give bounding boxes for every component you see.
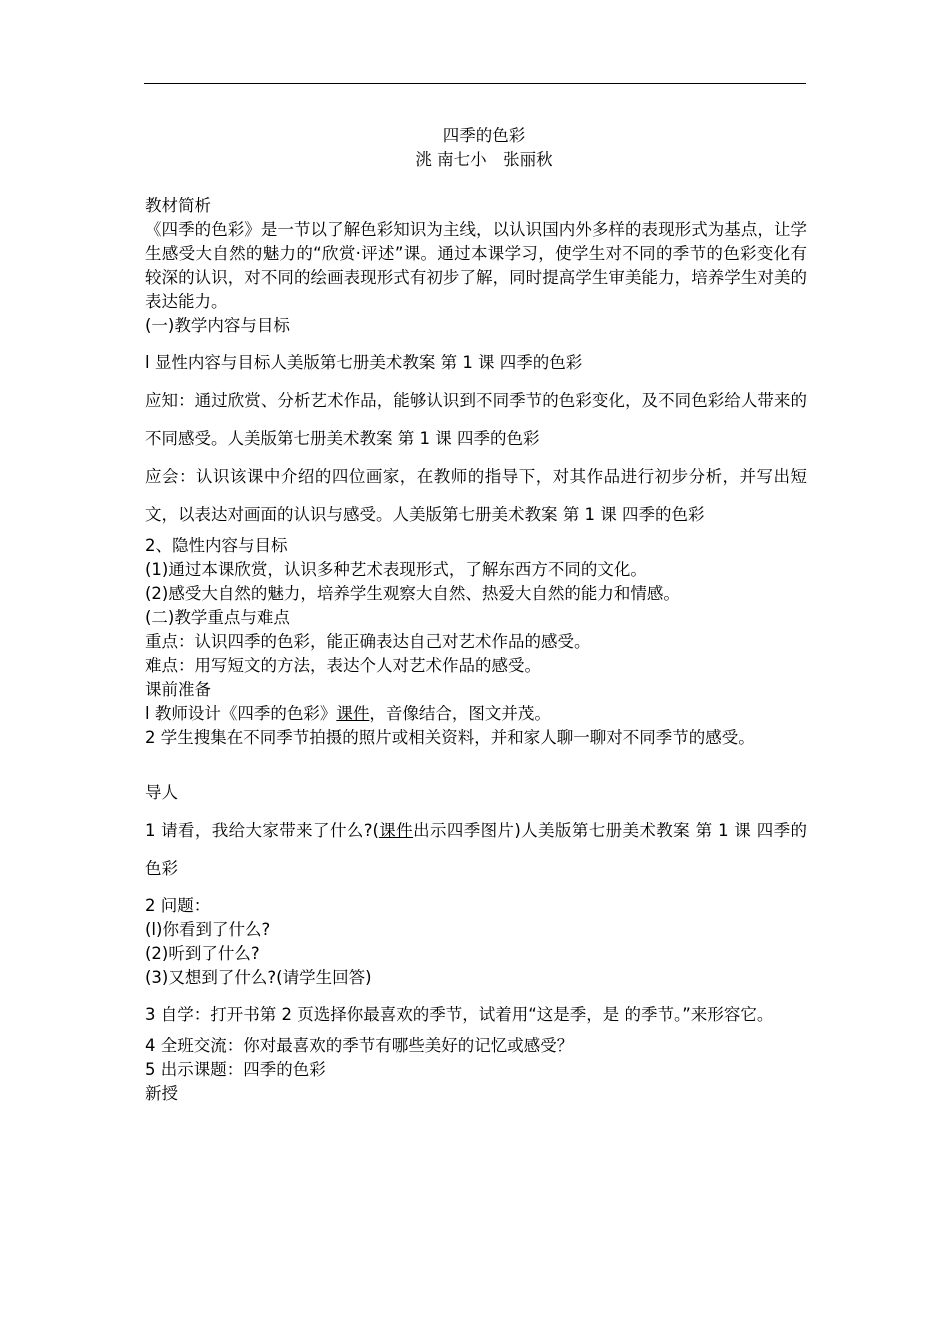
intro-item-1-text-end: 出示四季图片)人美版第七册美术教案 第 1 课 四季的色彩: [145, 821, 808, 878]
focus-hard: 难点：用写短文的方法，表达个人对艺术作品的感受。: [145, 656, 541, 675]
intro-question-1: (l)你看到了什么?: [145, 920, 271, 939]
focus-key: 重点：认识四季的色彩，能正确表达自己对艺术作品的感受。: [145, 632, 591, 651]
document-title: 四季的色彩: [442, 126, 526, 145]
intro-item-1-text: 1 请看，我给大家带来了什么?(: [145, 821, 379, 840]
goals-heading: (一)教学内容与目标: [145, 316, 290, 335]
analysis-body: 《四季的色彩》是一节以了解色彩知识为主线，以认识国内外多样的表现形式为基点，让学生感受大自然的魅力的“欣赏·评述”课。通过本课学习，使学生对不同的季节的色彩变化有较深的认识，对不同的绘画表现形式有初步了解，同时提高学生审美能力，培养学生对美的表达能力。: [145, 220, 807, 311]
intro-question-3: (3)又想到了什么?(请学生回答): [145, 968, 372, 987]
prep-item-2: 2 学生搜集在不同季节拍摄的照片或相关资料，并和家人聊一聊对不同季节的感受。: [145, 728, 755, 747]
intro-heading: 导人: [145, 783, 178, 802]
goal-skill: 应会：认识该课中介绍的四位画家，在教师的指导下，对其作品进行初步分析，并写出短文，以表达对画面的认识与感受。人美版第七册美术教案 第 1 课 四季的色彩: [145, 467, 807, 524]
intro-item-4: 4 全班交流：你对最喜欢的季节有哪些美好的记忆或感受？: [145, 1036, 574, 1055]
intro-question-2: (2)听到了什么?: [145, 944, 260, 963]
intro-item-1: [145, 812, 807, 888]
intro-item-3: 3 自学：打开书第 2 页选择你最喜欢的季节，试着用“这是季，是 的季节。”来形容它。: [145, 1005, 774, 1024]
implicit-item-2: (2)感受大自然的魅力，培养学生观察大自然、热爱大自然的能力和情感。: [145, 584, 680, 603]
intro-courseware-link[interactable]: 课件: [378, 821, 414, 840]
intro-item-5: 5 出示课题：四季的色彩: [145, 1060, 326, 1079]
goal-know: 应知：通过欣赏、分析艺术作品，能够认识到不同季节的色彩变化，及不同色彩给人带来的不同感受。人美版第七册美术教案 第 1 课 四季的色彩: [145, 391, 807, 448]
intro-item-2: 2 问题：: [145, 896, 211, 915]
prep-item-1-text-end: ，音像结合，图文并茂。: [369, 704, 551, 723]
focus-heading: (二)教学重点与难点: [145, 608, 290, 627]
new-heading: 新授: [145, 1084, 178, 1103]
analysis-heading: 教材简析: [145, 196, 211, 215]
prep-item-1: [145, 702, 807, 726]
goal-explicit: l 显性内容与目标人美版第七册美术教案 第 1 课 四季的色彩: [145, 353, 583, 372]
header-rule: [144, 83, 806, 84]
implicit-heading: 2、隐性内容与目标: [145, 536, 288, 555]
document-body: [145, 124, 807, 1106]
implicit-item-1: (1)通过本课欣赏，认识多种艺术表现形式，了解东西方不同的文化。: [145, 560, 647, 579]
prep-item-1-text: l 教师设计《四季的色彩》: [145, 704, 337, 723]
document-author: 洮 南七小 张丽秋: [415, 150, 553, 169]
prep-heading: 课前准备: [145, 680, 211, 699]
courseware-link[interactable]: 课件: [336, 704, 370, 723]
